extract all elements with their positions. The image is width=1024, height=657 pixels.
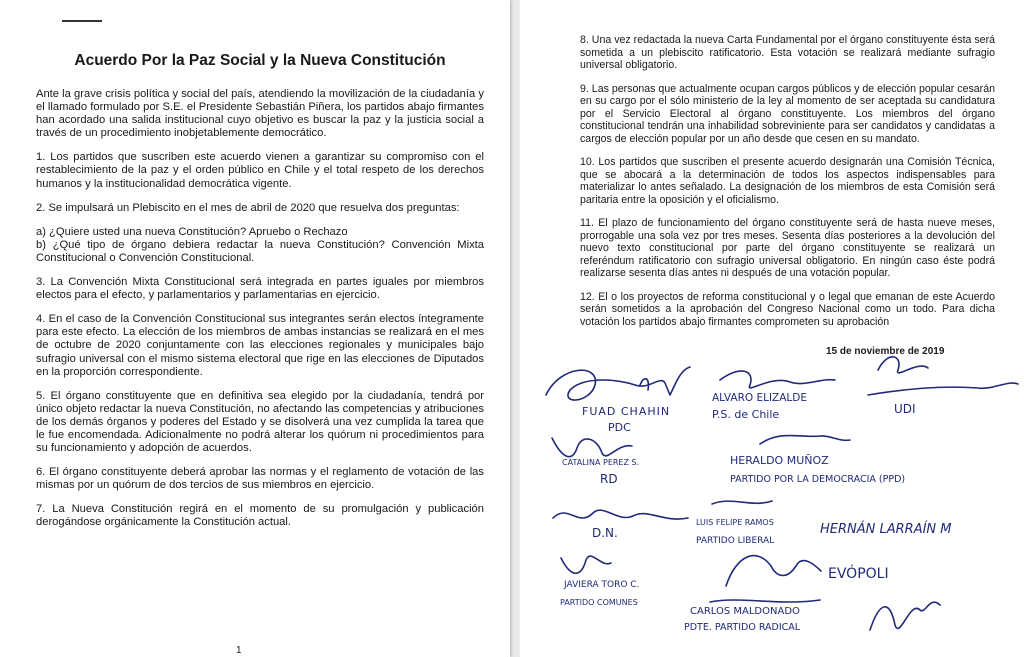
document-title: Acuerdo Por la Paz Social y la Nueva Constitución (74, 52, 446, 69)
signer-name: FUAD CHAHIN (582, 405, 671, 418)
signature-udi (858, 350, 1024, 430)
paragraph-4: 4. En el caso de la Convención Constitucional sus integrantes serán electos íntegramente para este efecto. La elección de los miembros de ambas instancias se realizará en el mes de octubre de 2020 conjuntamente con las elecciones regionales y municipales bajo sufragio universal con el mismo sistema electoral que rige en las elecciones de Diputados en la proporción correspondiente. (36, 313, 484, 378)
signature-scribble (860, 580, 960, 650)
signer-party: EVÓPOLI (828, 566, 889, 582)
plebiscite-questions (36, 226, 484, 265)
signing-date: 15 de noviembre de 2019 (826, 346, 945, 357)
paragraph-11: 11. El plazo de funcionamiento del órgano constituyente será de hasta nueve meses, prorrogable una sola vez por tres meses. Sesenta días posteriores a la devolución del nuevo texto constitucional por parte del órgano constituyente se realizará un referéndum ratificatorio con sufragio universal obligatorio. En ningún caso éste podrá realizarse sesenta días antes ni después de una votación popular. (580, 217, 995, 279)
paragraph-2: 2. Se impulsará un Plebiscito en el mes de abril de 2020 que resuelva dos preguntas: (36, 201, 460, 214)
paragraph-8: 8. Una vez redactada la nueva Carta Fundamental por el órgano constituyente ésta será sometida a un plebiscito ratificatorio. Esta votación se realizará mediante sufragio universal obligatorio. (580, 34, 995, 71)
paragraph-5: 5. El órgano constituyente que en definitiva sea elegido por la ciudadanía, tendrá por único objeto redactar la nueva Constitución, no afectando las competencias y atribuciones de los demás órganos y poderes del Estado y se disolverá una vez cumplida la tarea que le fue encomendada. Adicionalmente no podrá alterar los quórum ni procedimientos para su funcionamiento y adopción de acuerdos. (36, 389, 484, 455)
question-a: a) ¿Quiere usted una nueva Constitución? Apruebo o Rechazo (36, 225, 348, 238)
signer-name: ALVARO ELIZALDE (712, 392, 807, 404)
signer-party: PARTIDO POR LA DEMOCRACIA (PPD) (730, 474, 906, 485)
signer-party: UDI (894, 402, 916, 416)
signer-party: PARTIDO COMUNES (560, 598, 638, 607)
paragraph-3: 3. La Convención Mixta Constitucional será integrada en partes iguales por miembros electos para el efecto, y parlamentarios y parlamentarias en ejercicio. (36, 276, 484, 302)
margin-dash (62, 20, 102, 22)
signer-party: P.S. de Chile (712, 408, 780, 421)
paragraph-12: 12. El o los proyectos de reforma constitucional y o legal que emanan de este Acuerdo serán sometidos a la aprobación del Congreso Nacional como un todo. Para dicha votación los partidos abajo firmantes comprometen su aprobación (580, 290, 995, 328)
signer-name: CATALINA PEREZ S. (562, 458, 640, 467)
signer-party: D.N. (592, 526, 618, 540)
paragraph-10: 10. Los partidos que suscriben el presente acuerdo designarán una Comisión Técnica, que se abocará a la determinación de todos los aspectos indispensables para materializar lo antes señalado. La designación de los miembros de esta Comisión será paritaria entre la oposición y el oficialismo. (580, 156, 995, 206)
question-b: b) ¿Qué tipo de órgano debiera redactar la nueva Constitución? Convención Mixta Constitucional o Convención Constitucional. (36, 238, 484, 264)
signature-perez (542, 428, 672, 498)
signer-name: HERALDO MUÑOZ (730, 454, 829, 467)
intro-paragraph: Ante la grave crisis política y social del país, atendiendo la movilización de la ciudadanía y el llamado formulado por S.E. el Presidente Sebastián Piñera, los partidos abajo firmantes han acordado una salida institucional cuyo objetivo es buscar la paz y la justicia social a través de un procedimiento inobjetablemente democrático. (36, 88, 484, 140)
signer-name: LUIS FELIPE RAMOS (696, 518, 774, 527)
signer-party: PARTIDO LIBERAL (696, 536, 775, 546)
signer-name: JAVIERA TORO C. (564, 580, 640, 590)
signer-name: HERNÁN LARRAÍN M (820, 522, 952, 537)
signer-party: PDC (608, 421, 631, 434)
signature-frente-amplio (860, 580, 960, 650)
document-page-right (520, 0, 1024, 657)
paragraph-6: 6. El órgano constituyente deberá aprobar las normas y el reglamento de votación de las mismas por un quórum de dos tercios de sus miembros en ejercicio. (36, 466, 484, 492)
signer-party: PDTE. PARTIDO RADICAL (684, 622, 801, 633)
paragraph-9: 9. Las personas que actualmente ocupan cargos públicos y de elección popular cesarán en su cargo por el sólo ministerio de la ley al momento de ser aceptada su candidatura por el Servicio Electoral al órgano constituyente. Los miembros del órgano constitucional tendrán una inhabilidad sobreviniente para ser candidatos y candidatas a cargos de elección popular por un año desde que cesen en su mandato. (580, 82, 995, 145)
paragraph-7: 7. La Nueva Constitución regirá en el momento de su promulgación y publicación derogándose orgánicamente la Constitución actual. (36, 503, 484, 529)
signature-munoz (700, 430, 940, 500)
right-page-body (580, 34, 995, 339)
left-page-body (36, 88, 484, 541)
signature-scribble (858, 350, 1024, 430)
page-number: 1 (236, 645, 242, 656)
signer-party: RD (600, 472, 618, 486)
document-page-left (0, 0, 510, 657)
signer-name: CARLOS MALDONADO (690, 606, 800, 617)
paragraph-1: 1. Los partidos que suscriben este acuerdo vienen a garantizar su compromiso con el restablecimiento de la paz y el orden público en Chile y el total respeto de los derechos humanos y la institucionalidad democrática vigente. (36, 151, 484, 190)
